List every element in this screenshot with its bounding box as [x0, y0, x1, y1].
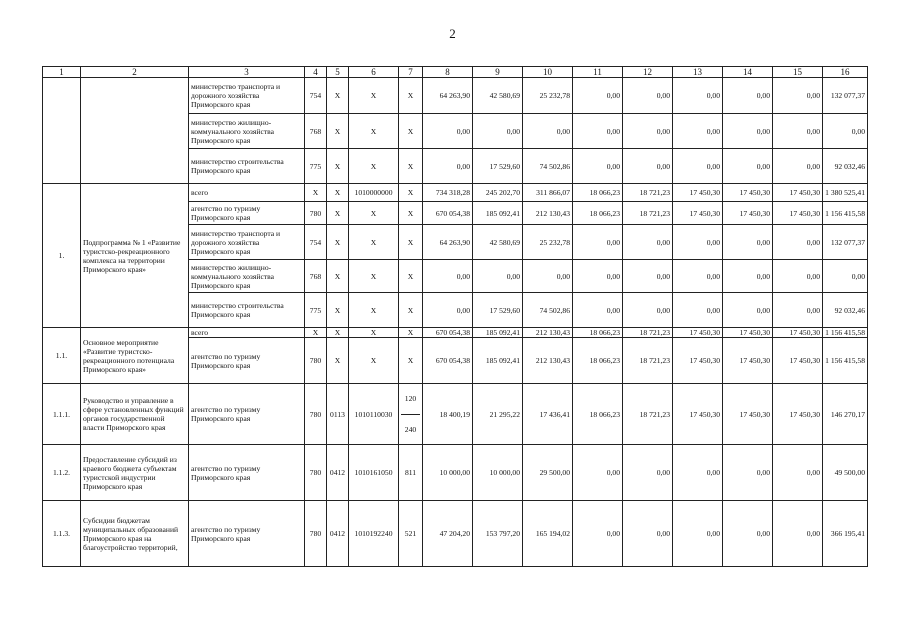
value-cell: 0,00	[573, 225, 623, 260]
row-name-cell: Субсидии бюджетам муниципальных образований Приморского края на благоустройство территорий,	[81, 501, 189, 567]
value-cell: 17 450,30	[773, 202, 823, 225]
table-row	[43, 78, 868, 114]
table-row	[43, 501, 868, 567]
value-cell: 0,00	[623, 260, 673, 293]
header-cell: 2	[81, 67, 189, 78]
value-cell: 0,00	[623, 114, 673, 149]
total-cell: 92 032,46	[823, 149, 868, 184]
total-cell: 1 156 415,58	[823, 328, 868, 338]
value-cell: 0,00	[723, 225, 773, 260]
value-cell: 0,00	[523, 114, 573, 149]
total-cell: 146 270,17	[823, 384, 868, 445]
total-cell: 132 077,37	[823, 78, 868, 114]
grbs-cell: 780	[305, 384, 327, 445]
value-cell: 0,00	[673, 149, 723, 184]
rz-cell: X	[327, 184, 349, 202]
value-cell: 0,00	[723, 114, 773, 149]
table-row	[43, 328, 868, 338]
value-cell: 0,00	[623, 225, 673, 260]
value-cell: 18 400,19	[423, 384, 473, 445]
value-cell: 0,00	[723, 445, 773, 501]
value-cell: 0,00	[723, 501, 773, 567]
grbs-cell: 754	[305, 225, 327, 260]
value-cell: 29 500,00	[523, 445, 573, 501]
grbs-cell: 780	[305, 501, 327, 567]
value-cell: 0,00	[773, 501, 823, 567]
value-cell: 0,00	[423, 260, 473, 293]
value-cell: 17 450,30	[773, 338, 823, 384]
value-cell: 0,00	[523, 260, 573, 293]
value-cell: 0,00	[673, 260, 723, 293]
value-cell: 17 450,30	[673, 338, 723, 384]
value-cell: 670 054,38	[423, 202, 473, 225]
value-cell: 0,00	[773, 445, 823, 501]
value-cell: 74 502,86	[523, 149, 573, 184]
value-cell: 212 130,43	[523, 338, 573, 384]
value-cell: 0,00	[773, 149, 823, 184]
org-cell: министерство жилищно-коммунального хозяйства Приморского края	[189, 114, 305, 149]
value-cell: 0,00	[423, 114, 473, 149]
header-cell: 12	[623, 67, 673, 78]
header-cell: 9	[473, 67, 523, 78]
row-name-cell: Подпрограмма № 1 «Развитие туристско-рекреационного комплекса на территории Приморского края»	[81, 184, 189, 328]
page-number: 2	[449, 26, 456, 41]
value-cell: 0,00	[673, 293, 723, 328]
value-cell: 64 263,90	[423, 78, 473, 114]
value-cell: 18 721,23	[623, 184, 673, 202]
value-cell: 0,00	[473, 114, 523, 149]
value-cell: 0,00	[773, 114, 823, 149]
value-cell: 0,00	[423, 149, 473, 184]
rz-cell: X	[327, 328, 349, 338]
vr-cell: X	[399, 260, 423, 293]
vr-cell: X	[399, 293, 423, 328]
value-cell: 18 721,23	[623, 384, 673, 445]
value-cell: 0,00	[673, 114, 723, 149]
vr-cell: X	[399, 338, 423, 384]
csr-cell: X	[349, 114, 399, 149]
grbs-cell: X	[305, 328, 327, 338]
value-cell: 0,00	[773, 293, 823, 328]
header-cell: 3	[189, 67, 305, 78]
vr-cell: X	[399, 184, 423, 202]
header-cell: 5	[327, 67, 349, 78]
value-cell: 0,00	[773, 225, 823, 260]
row-name-cell: Основное мероприятие «Развитие туристско-рекреационного потенциала Приморского края»	[81, 328, 189, 384]
value-cell: 64 263,90	[423, 225, 473, 260]
vr-code-120: 120	[404, 394, 417, 404]
csr-cell: X	[349, 328, 399, 338]
grbs-cell: 775	[305, 293, 327, 328]
grbs-cell: 780	[305, 202, 327, 225]
vr-cell	[399, 384, 423, 445]
value-cell: 17 450,30	[723, 328, 773, 338]
value-cell: 17 450,30	[723, 202, 773, 225]
rz-cell: X	[327, 293, 349, 328]
header-cell: 15	[773, 67, 823, 78]
value-cell: 25 232,78	[523, 225, 573, 260]
table-row	[43, 184, 868, 202]
vr-cell: X	[399, 328, 423, 338]
value-cell: 18 066,23	[573, 338, 623, 384]
value-cell: 0,00	[673, 225, 723, 260]
value-cell: 17 436,41	[523, 384, 573, 445]
header-row	[43, 67, 868, 78]
row-number-cell: 1.1.	[43, 328, 81, 384]
budget-table	[42, 66, 868, 567]
org-cell: агентство по туризму Приморского края	[189, 384, 305, 445]
value-cell: 18 721,23	[623, 328, 673, 338]
row-name-cell: Предоставление субсидий из краевого бюджета субъектам туристской индустрии Приморского края	[81, 445, 189, 501]
value-cell: 18 721,23	[623, 338, 673, 384]
rz-cell: X	[327, 202, 349, 225]
value-cell: 10 000,00	[423, 445, 473, 501]
grbs-cell: X	[305, 184, 327, 202]
value-cell: 0,00	[573, 78, 623, 114]
value-cell: 0,00	[673, 78, 723, 114]
value-cell: 0,00	[423, 293, 473, 328]
org-cell: всего	[189, 328, 305, 338]
org-cell: министерство строительства Приморского края	[189, 293, 305, 328]
csr-cell: X	[349, 225, 399, 260]
csr-cell: X	[349, 149, 399, 184]
value-cell: 0,00	[773, 78, 823, 114]
value-cell: 185 092,41	[473, 202, 523, 225]
total-cell: 1 156 415,58	[823, 202, 868, 225]
rz-cell: X	[327, 225, 349, 260]
header-cell: 6	[349, 67, 399, 78]
value-cell: 212 130,43	[523, 202, 573, 225]
total-cell: 1 156 415,58	[823, 338, 868, 384]
value-cell: 17 450,30	[723, 338, 773, 384]
grbs-cell: 775	[305, 149, 327, 184]
org-cell: агентство по туризму Приморского края	[189, 445, 305, 501]
vr-cell: X	[399, 202, 423, 225]
header-cell: 10	[523, 67, 573, 78]
csr-cell: X	[349, 202, 399, 225]
value-cell: 18 066,23	[573, 184, 623, 202]
value-cell: 185 092,41	[473, 328, 523, 338]
value-cell: 0,00	[573, 114, 623, 149]
header-cell: 1	[43, 67, 81, 78]
vr-cell: X	[399, 114, 423, 149]
value-cell: 185 092,41	[473, 338, 523, 384]
rz-cell: X	[327, 338, 349, 384]
value-cell: 18 066,23	[573, 328, 623, 338]
total-cell: 132 077,37	[823, 225, 868, 260]
org-cell: агентство по туризму Приморского края	[189, 202, 305, 225]
row-number-cell: 1.1.1.	[43, 384, 81, 445]
value-cell: 734 318,28	[423, 184, 473, 202]
value-cell: 212 130,43	[523, 328, 573, 338]
total-cell: 0,00	[823, 114, 868, 149]
value-cell: 74 502,86	[523, 293, 573, 328]
header-cell: 4	[305, 67, 327, 78]
vr-cell: 811	[399, 445, 423, 501]
value-cell: 0,00	[723, 78, 773, 114]
total-cell: 1 380 525,41	[823, 184, 868, 202]
value-cell: 311 866,07	[523, 184, 573, 202]
row-number-cell	[43, 78, 81, 184]
value-cell: 42 580,69	[473, 78, 523, 114]
table-row	[43, 384, 868, 445]
value-cell: 0,00	[723, 293, 773, 328]
rz-cell: X	[327, 260, 349, 293]
value-cell: 0,00	[723, 260, 773, 293]
rz-cell: X	[327, 78, 349, 114]
csr-cell: 1010110030	[349, 384, 399, 445]
value-cell: 17 450,30	[723, 184, 773, 202]
grbs-cell: 780	[305, 338, 327, 384]
value-cell: 0,00	[573, 293, 623, 328]
value-cell: 17 450,30	[773, 184, 823, 202]
value-cell: 153 797,20	[473, 501, 523, 567]
row-name-cell: Руководство и управление в сфере установленных функций органов государственной власти Приморского края	[81, 384, 189, 445]
csr-cell: X	[349, 78, 399, 114]
row-name-cell	[81, 78, 189, 184]
value-cell: 0,00	[723, 149, 773, 184]
total-cell: 92 032,46	[823, 293, 868, 328]
value-cell: 17 450,30	[673, 184, 723, 202]
rz-cell: 0412	[327, 445, 349, 501]
csr-cell: X	[349, 260, 399, 293]
header-cell: 14	[723, 67, 773, 78]
value-cell: 0,00	[623, 501, 673, 567]
grbs-cell: 754	[305, 78, 327, 114]
header-cell: 11	[573, 67, 623, 78]
value-cell: 17 450,30	[723, 384, 773, 445]
value-cell: 17 450,30	[773, 384, 823, 445]
value-cell: 18 066,23	[573, 384, 623, 445]
value-cell: 42 580,69	[473, 225, 523, 260]
table-row	[43, 445, 868, 501]
vr-cell: X	[399, 225, 423, 260]
value-cell: 0,00	[673, 501, 723, 567]
csr-cell: X	[349, 338, 399, 384]
org-cell: министерство жилищно-коммунального хозяйства Приморского края	[189, 260, 305, 293]
value-cell: 0,00	[573, 501, 623, 567]
value-cell: 10 000,00	[473, 445, 523, 501]
csr-cell: 1010192240	[349, 501, 399, 567]
value-cell: 0,00	[623, 445, 673, 501]
value-cell: 17 450,30	[773, 328, 823, 338]
value-cell: 17 529,60	[473, 149, 523, 184]
value-cell: 245 202,70	[473, 184, 523, 202]
value-cell: 0,00	[623, 78, 673, 114]
value-cell: 670 054,38	[423, 328, 473, 338]
header-cell: 7	[399, 67, 423, 78]
value-cell: 0,00	[573, 260, 623, 293]
value-cell: 17 529,60	[473, 293, 523, 328]
total-cell: 49 500,00	[823, 445, 868, 501]
row-number-cell: 1.	[43, 184, 81, 328]
value-cell: 17 450,30	[673, 328, 723, 338]
value-cell: 670 054,38	[423, 338, 473, 384]
row-number-cell: 1.1.2.	[43, 445, 81, 501]
rz-cell: X	[327, 114, 349, 149]
org-cell: министерство транспорта и дорожного хозяйства Приморского края	[189, 225, 305, 260]
total-cell: 0,00	[823, 260, 868, 293]
value-cell: 18 721,23	[623, 202, 673, 225]
value-cell: 17 450,30	[673, 202, 723, 225]
rz-cell: 0412	[327, 501, 349, 567]
org-cell: министерство транспорта и дорожного хозяйства Приморского края	[189, 78, 305, 114]
grbs-cell: 768	[305, 114, 327, 149]
value-cell: 0,00	[473, 260, 523, 293]
value-cell: 21 295,22	[473, 384, 523, 445]
csr-cell: 1010000000	[349, 184, 399, 202]
org-cell: всего	[189, 184, 305, 202]
header-cell: 16	[823, 67, 868, 78]
vr-cell: 521	[399, 501, 423, 567]
org-cell: агентство по туризму Приморского края	[189, 501, 305, 567]
csr-cell: 1010161050	[349, 445, 399, 501]
value-cell: 25 232,78	[523, 78, 573, 114]
grbs-cell: 780	[305, 445, 327, 501]
csr-cell: X	[349, 293, 399, 328]
value-cell: 0,00	[673, 445, 723, 501]
vr-code-240: 240	[401, 414, 420, 445]
rz-cell: X	[327, 149, 349, 184]
org-cell: министерство строительства Приморского края	[189, 149, 305, 184]
grbs-cell: 768	[305, 260, 327, 293]
value-cell: 0,00	[573, 149, 623, 184]
org-cell: агентство по туризму Приморского края	[189, 338, 305, 384]
value-cell: 0,00	[573, 445, 623, 501]
rz-cell: 0113	[327, 384, 349, 445]
value-cell: 47 204,20	[423, 501, 473, 567]
vr-cell: X	[399, 78, 423, 114]
value-cell: 0,00	[623, 149, 673, 184]
total-cell: 366 195,41	[823, 501, 868, 567]
vr-cell: X	[399, 149, 423, 184]
header-cell: 8	[423, 67, 473, 78]
value-cell: 0,00	[773, 260, 823, 293]
row-number-cell: 1.1.3.	[43, 501, 81, 567]
value-cell: 165 194,02	[523, 501, 573, 567]
value-cell: 17 450,30	[673, 384, 723, 445]
value-cell: 18 066,23	[573, 202, 623, 225]
value-cell: 0,00	[623, 293, 673, 328]
header-cell: 13	[673, 67, 723, 78]
